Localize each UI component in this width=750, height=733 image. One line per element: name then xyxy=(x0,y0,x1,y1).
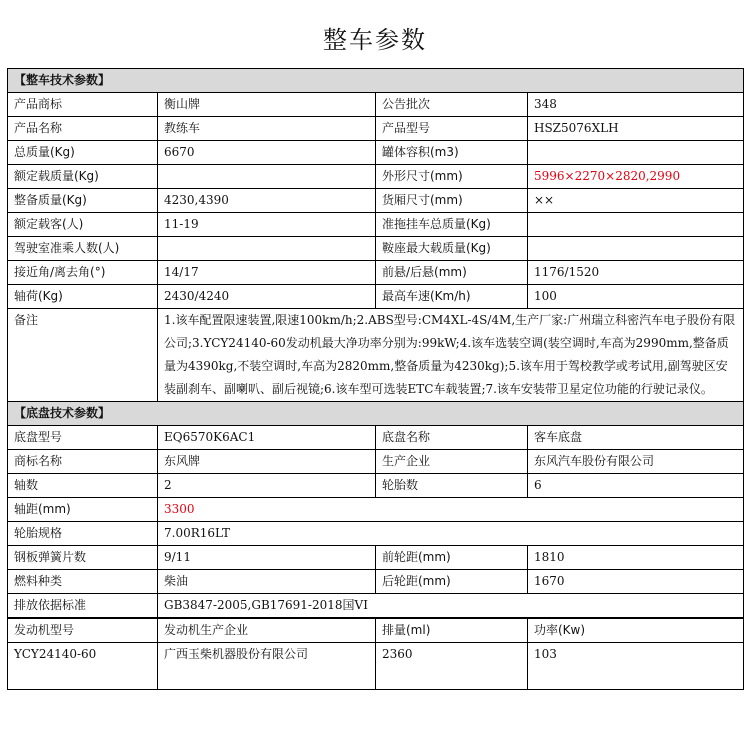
row-value: 2430/4240 xyxy=(158,285,376,309)
row-label: 整备质量(Kg) xyxy=(8,189,158,213)
engine-header: 排量(ml) xyxy=(376,618,528,643)
page-title: 整车参数 xyxy=(323,26,427,54)
row-label: 钢板弹簧片数 xyxy=(8,546,158,570)
row-value: HSZ5076XLH xyxy=(528,117,744,141)
table-row xyxy=(8,474,744,498)
row-label: 总质量(Kg) xyxy=(8,141,158,165)
row-value: 11-19 xyxy=(158,213,376,237)
emission-row xyxy=(8,594,744,619)
row-label: 产品名称 xyxy=(8,117,158,141)
vehicle-section-header xyxy=(8,69,744,93)
row-value: 东风牌 xyxy=(158,450,376,474)
row-value xyxy=(528,213,744,237)
row-value: 5996×2270×2820,2990 xyxy=(528,165,744,189)
tire-value: 7.00R16LT xyxy=(158,522,744,546)
table-row xyxy=(8,426,744,450)
table-row xyxy=(8,189,744,213)
row-value: 1810 xyxy=(528,546,744,570)
chassis-section-header xyxy=(8,402,744,426)
row-value: EQ6570K6AC1 xyxy=(158,426,376,450)
engine-header: 功率(Kw) xyxy=(528,618,744,643)
row-label: 罐体容积(m3) xyxy=(376,141,528,165)
row-value: 教练车 xyxy=(158,117,376,141)
row-label: 外形尺寸(mm) xyxy=(376,165,528,189)
table-row xyxy=(8,450,744,474)
engine-header: 发动机型号 xyxy=(8,618,158,643)
table-row xyxy=(8,261,744,285)
table-row xyxy=(8,165,744,189)
row-value: 东风汽车股份有限公司 xyxy=(528,450,744,474)
row-label: 驾驶室准乘人数(人) xyxy=(8,237,158,261)
table-row xyxy=(8,213,744,237)
row-label: 商标名称 xyxy=(8,450,158,474)
row-value: 4230,4390 xyxy=(158,189,376,213)
row-value: 2 xyxy=(158,474,376,498)
engine-value: 2360 xyxy=(376,643,528,690)
row-value: 6 xyxy=(528,474,744,498)
row-label: 最高车速(Km/h) xyxy=(376,285,528,309)
row-label: 货厢尺寸(mm) xyxy=(376,189,528,213)
row-value: 1176/1520 xyxy=(528,261,744,285)
row-label: 轮胎数 xyxy=(376,474,528,498)
row-label: 准拖挂车总质量(Kg) xyxy=(376,213,528,237)
row-value: 衡山牌 xyxy=(158,93,376,117)
engine-header: 发动机生产企业 xyxy=(158,618,376,643)
engine-value: 103 xyxy=(528,643,744,690)
row-value xyxy=(158,165,376,189)
row-label: 后轮距(mm) xyxy=(376,570,528,594)
engine-header-row xyxy=(8,618,744,643)
row-value xyxy=(528,237,744,261)
wheelbase-row xyxy=(8,498,744,522)
row-label: 公告批次 xyxy=(376,93,528,117)
spec-table xyxy=(7,68,744,690)
vehicle-section-title: 【整车技术参数】 xyxy=(8,69,744,93)
row-value: 6670 xyxy=(158,141,376,165)
row-label: 轴距(mm) xyxy=(8,498,158,522)
row-value: 348 xyxy=(528,93,744,117)
row-label: 轴荷(Kg) xyxy=(8,285,158,309)
row-value xyxy=(158,237,376,261)
wheelbase-value: 3300 xyxy=(158,498,744,522)
row-label: 燃料种类 xyxy=(8,570,158,594)
table-row xyxy=(8,117,744,141)
table-row xyxy=(8,141,744,165)
remarks-text: 1.该车配置限速装置,限速100km/h;2.ABS型号:CM4XL-4S/4M,生产厂家:广州瑞立科密汽车电子股份有限公司;3.YCY24140-60发动机最大净功率分别为:99kW;4.该车选装空调(装空调时,车高为2990mm,整备质量为4390kg,不装空调时,车高为2820mm,整备质量为4230kg);5.该车用于驾校教学或考试用,副驾驶区安装副刹车、副喇叭、副后视镜;6.该车型可选装ETC车载装置;7.该车安装带卫星定位功能的行驶记录仪。 xyxy=(158,309,744,402)
row-value: 100 xyxy=(528,285,744,309)
row-value: 柴油 xyxy=(158,570,376,594)
row-value xyxy=(528,141,744,165)
engine-row xyxy=(8,643,744,690)
row-label: 排放依据标准 xyxy=(8,594,158,619)
row-label: 产品型号 xyxy=(376,117,528,141)
remarks-label: 备注 xyxy=(8,309,158,402)
row-value: 1670 xyxy=(528,570,744,594)
row-label: 前轮距(mm) xyxy=(376,546,528,570)
row-label: 轴数 xyxy=(8,474,158,498)
row-label: 底盘名称 xyxy=(376,426,528,450)
row-value: ×× xyxy=(528,189,744,213)
tire-row xyxy=(8,522,744,546)
table-row xyxy=(8,93,744,117)
remarks-row xyxy=(8,309,744,402)
engine-value: 广西玉柴机器股份有限公司 xyxy=(158,643,376,690)
table-row xyxy=(8,237,744,261)
row-label: 轮胎规格 xyxy=(8,522,158,546)
row-label: 接近角/离去角(°) xyxy=(8,261,158,285)
engine-value: YCY24140-60 xyxy=(8,643,158,690)
row-label: 额定载质量(Kg) xyxy=(8,165,158,189)
row-label: 鞍座最大载质量(Kg) xyxy=(376,237,528,261)
table-row xyxy=(8,546,744,570)
row-label: 前悬/后悬(mm) xyxy=(376,261,528,285)
chassis-section-title: 【底盘技术参数】 xyxy=(8,402,744,426)
row-value: 9/11 xyxy=(158,546,376,570)
row-label: 底盘型号 xyxy=(8,426,158,450)
table-row xyxy=(8,285,744,309)
row-label: 额定载客(人) xyxy=(8,213,158,237)
row-label: 产品商标 xyxy=(8,93,158,117)
row-label: 生产企业 xyxy=(376,450,528,474)
row-value: 14/17 xyxy=(158,261,376,285)
table-row xyxy=(8,570,744,594)
row-value: 客车底盘 xyxy=(528,426,744,450)
emission-value: GB3847-2005,GB17691-2018国VI xyxy=(158,594,744,619)
